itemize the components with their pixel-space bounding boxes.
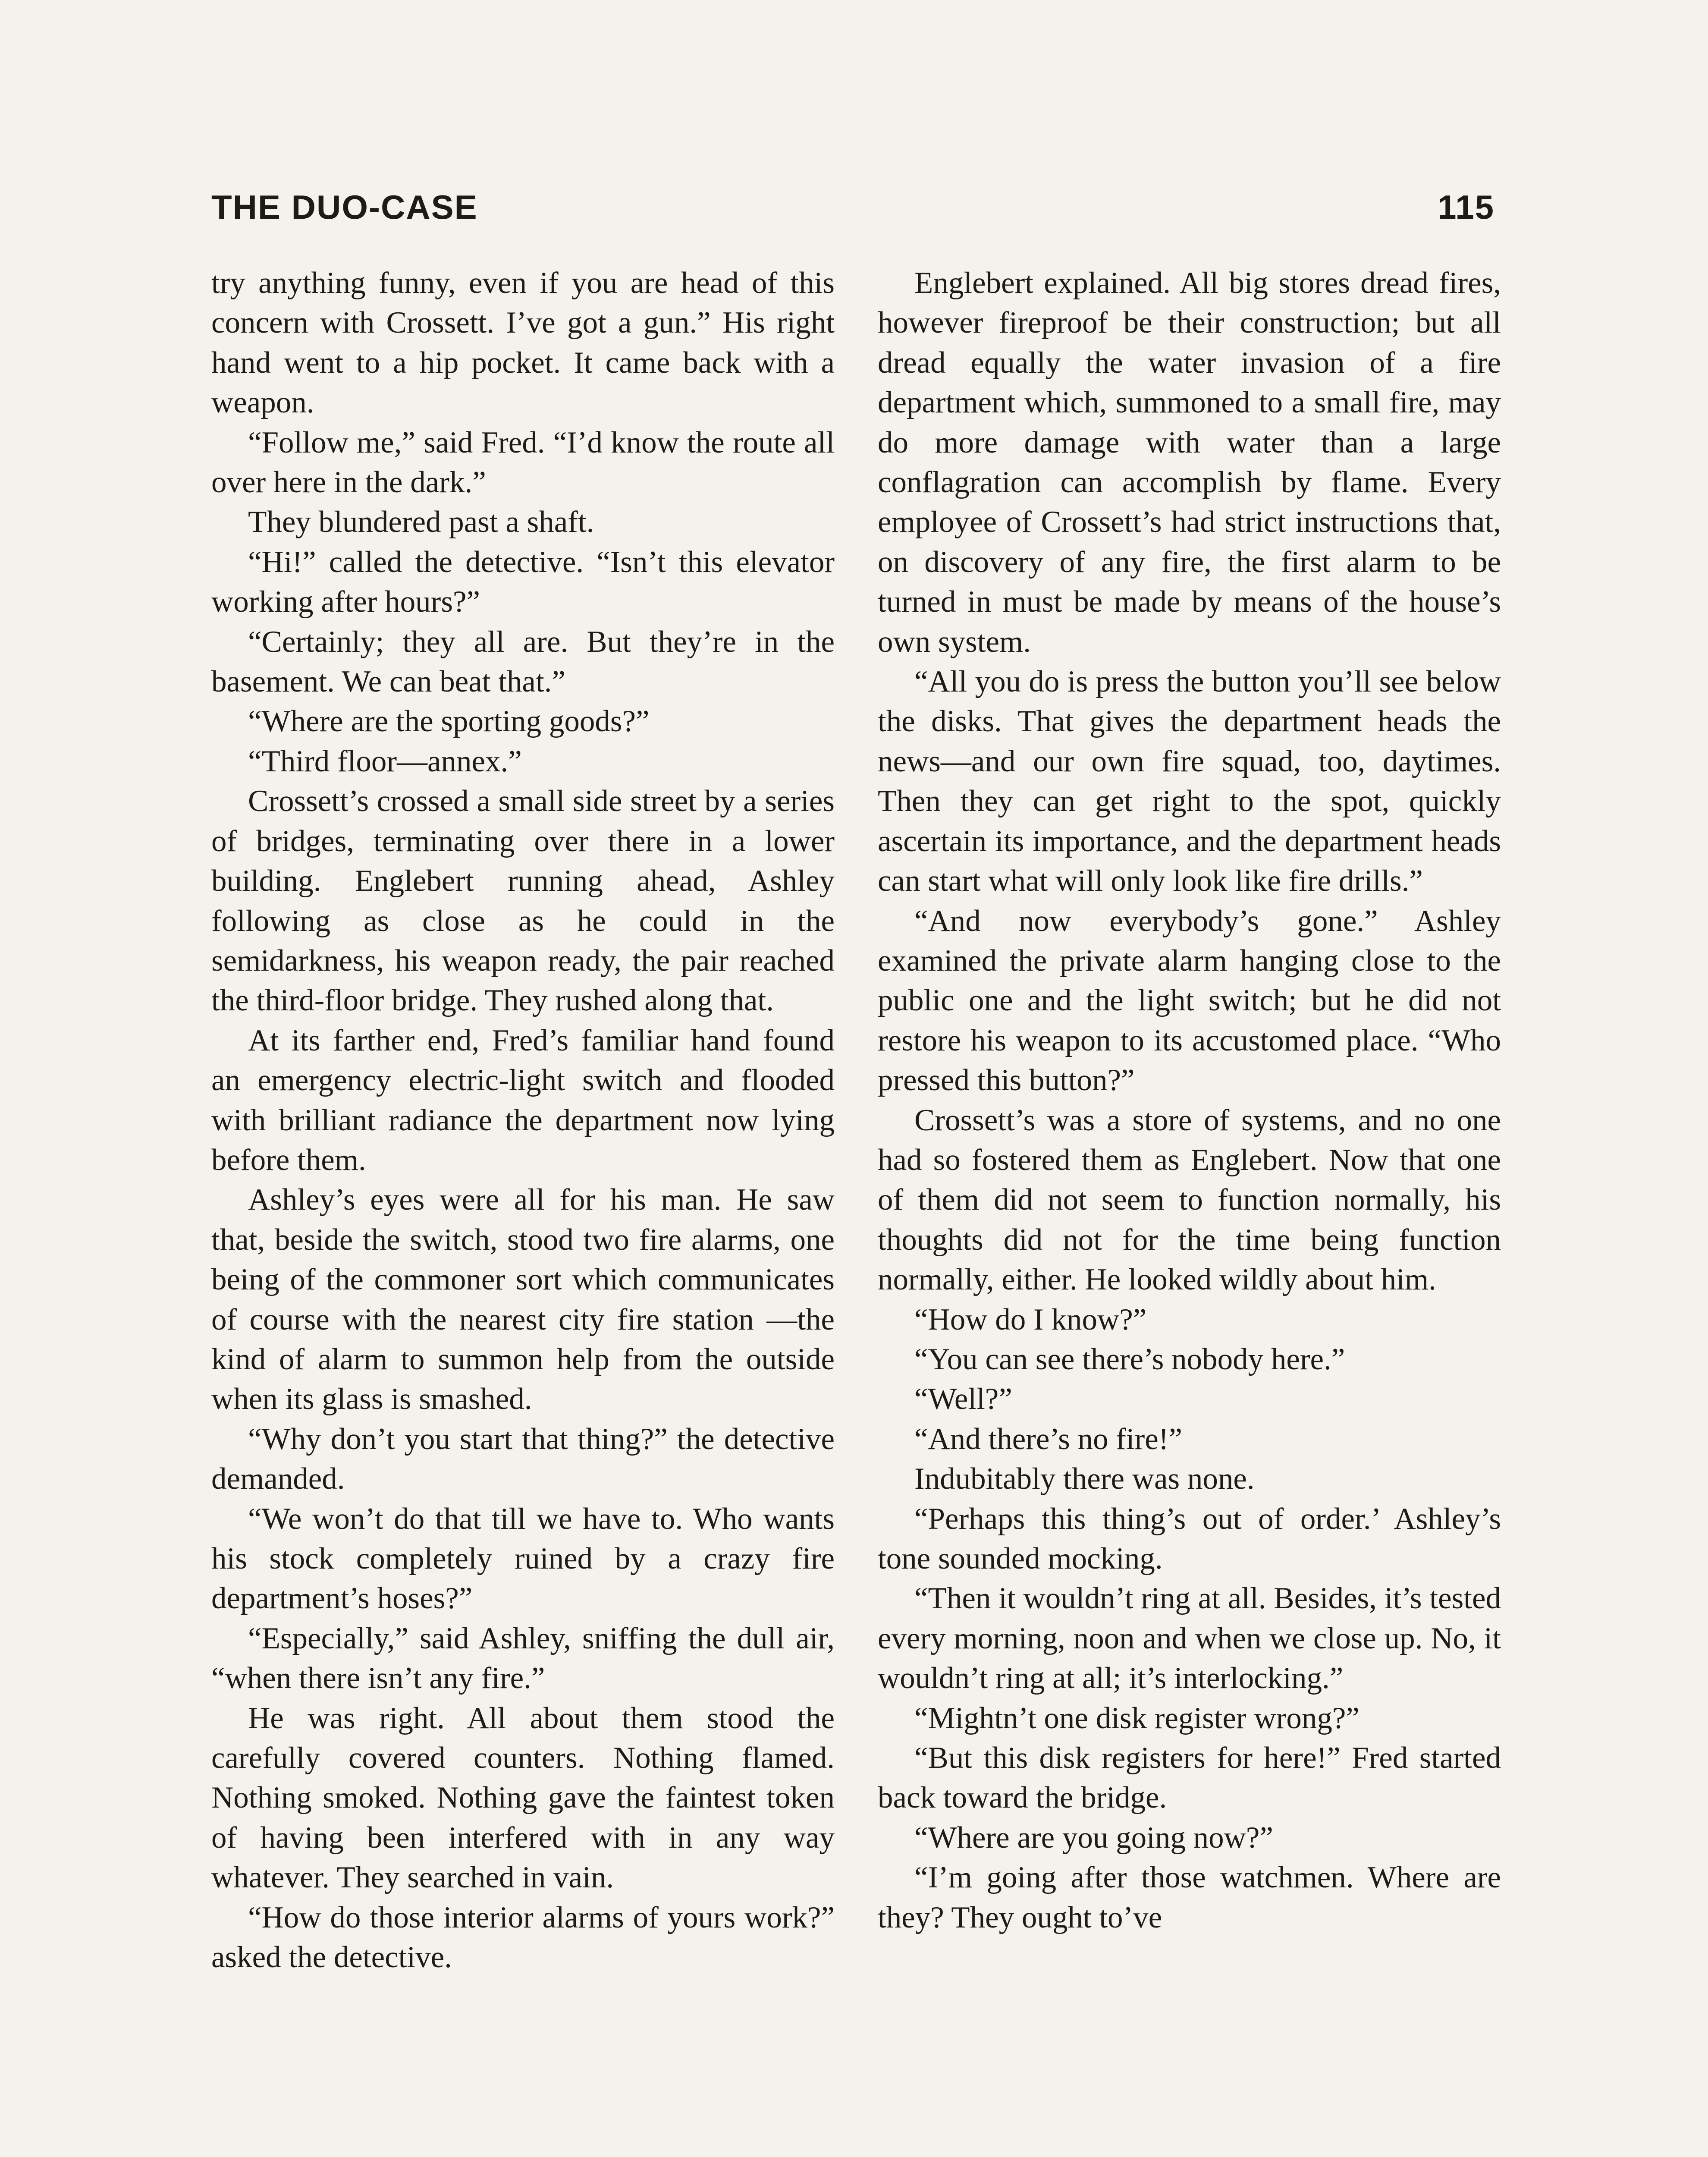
page-number: 115	[1438, 188, 1494, 226]
paragraph: “Then it wouldn’t ring at all. Besides, it’s tested every morning, noon and when we close up. No, it wouldn’t ring at all; it’s interlocking.”	[878, 1582, 1501, 1695]
paragraph: “And there’s no fire!”	[914, 1422, 1182, 1456]
paragraph: “All you do is press the button you’ll see below the disks. That gives the department heads the news—and our own fire squad, too, daytimes. Then they can get right to the spot, quickly ascertain its importance, and the department heads can start what will only look like fire drills.”	[878, 665, 1501, 898]
paragraph: “Mightn’t one disk register wrong?”	[914, 1701, 1359, 1735]
paragraph: They blundered past a shaft.	[248, 505, 594, 539]
paragraph: “Why don’t you start that thing?” the detective demanded.	[211, 1422, 835, 1496]
paragraph: “Hi!” called the detective. “Isn’t this elevator working after hours?”	[211, 545, 835, 619]
paragraph: Englebert explained. All big stores dread fires, however fireproof be their construction; but all dread equally the water invasion of a fire department which, summoned to a small fire, may do more damage with water than a large conflagration can accomplish by flame. Every employee of Crossett’s had strict instructions that, on discovery of any fire, the first alarm to be turned in must be made by means of the house’s own system.	[878, 266, 1501, 659]
paragraph: “How do I know?”	[914, 1302, 1147, 1336]
paragraph: try anything funny, even if you are head of this concern with Crossett. I’ve got a gun.” His right hand went to a hip pocket. It came back with a weapon.	[211, 266, 835, 420]
paragraph: “Where are you going now?”	[914, 1821, 1273, 1855]
paragraph: “Third floor—annex.”	[248, 744, 522, 778]
paragraph: “And now everybody’s gone.” Ashley examined the private alarm hanging close to the public one and the light switch; but he did not restore his weapon to its accustomed place. “Who pressed this button?”	[878, 904, 1501, 1097]
paragraph: “I’m going after those watchmen. Where are they? They ought to’ve	[878, 1861, 1501, 1934]
paragraph: “But this disk registers for here!” Fred started back toward the bridge.	[878, 1741, 1501, 1815]
paragraph: “You can see there’s nobody here.”	[914, 1342, 1345, 1376]
paragraph: “Where are the sporting goods?”	[248, 704, 650, 739]
right-column	[878, 263, 1501, 1937]
paragraph: “Well?”	[914, 1382, 1012, 1416]
paragraph: Crossett’s was a store of systems, and no one had so fostered them as Englebert. Now that one of them did not seem to function normally, his thoughts did not for the time being function normally, either. He looked wildly about him.	[878, 1103, 1501, 1297]
paragraph: “How do those interior alarms of yours work?” asked the detective.	[211, 1900, 835, 1975]
paragraph: Ashley’s eyes were all for his man. He saw that, beside the switch, stood two fire alarms, one being of the commoner sort which communicates of course with the nearest city fire station —the kind of alarm to summon help from the outside when its glass is smashed.	[211, 1183, 835, 1416]
paragraph: “Perhaps this thing’s out of order.’ Ashley’s tone sounded mocking.	[878, 1502, 1501, 1575]
running-title: THE DUO-CASE	[211, 188, 478, 226]
paragraph: Crossett’s crossed a small side street by a series of bridges, terminating over there in a lower building. Englebert running ahead, Ashley following as close as he could in the semidarkness, his weapon ready, the pair reached the third-floor bridge. They rushed along that.	[211, 784, 835, 1018]
paragraph: “Especially,” said Ashley, sniffing the dull air, “when there isn’t any fire.”	[211, 1621, 835, 1695]
left-column	[211, 263, 835, 1977]
paragraph: “We won’t do that till we have to. Who wants his stock completely ruined by a crazy fire department’s hoses?”	[211, 1502, 835, 1616]
paragraph: He was right. All about them stood the carefully covered counters. Nothing flamed. Nothing smoked. Nothing gave the faintest token of having been interfered with in any way whatever. They searched in vain.	[211, 1701, 835, 1895]
running-header	[211, 183, 1494, 231]
paragraph: “Certainly; they all are. But they’re in the basement. We can beat that.”	[211, 625, 835, 699]
paragraph: “Follow me,” said Fred. “I’d know the route all over here in the dark.”	[211, 425, 835, 500]
paragraph: Indubitably there was none.	[914, 1462, 1255, 1496]
paragraph: At its farther end, Fred’s familiar hand found an emergency electric-light switch and flooded with brilliant radiance the department now lying before them.	[211, 1023, 835, 1177]
